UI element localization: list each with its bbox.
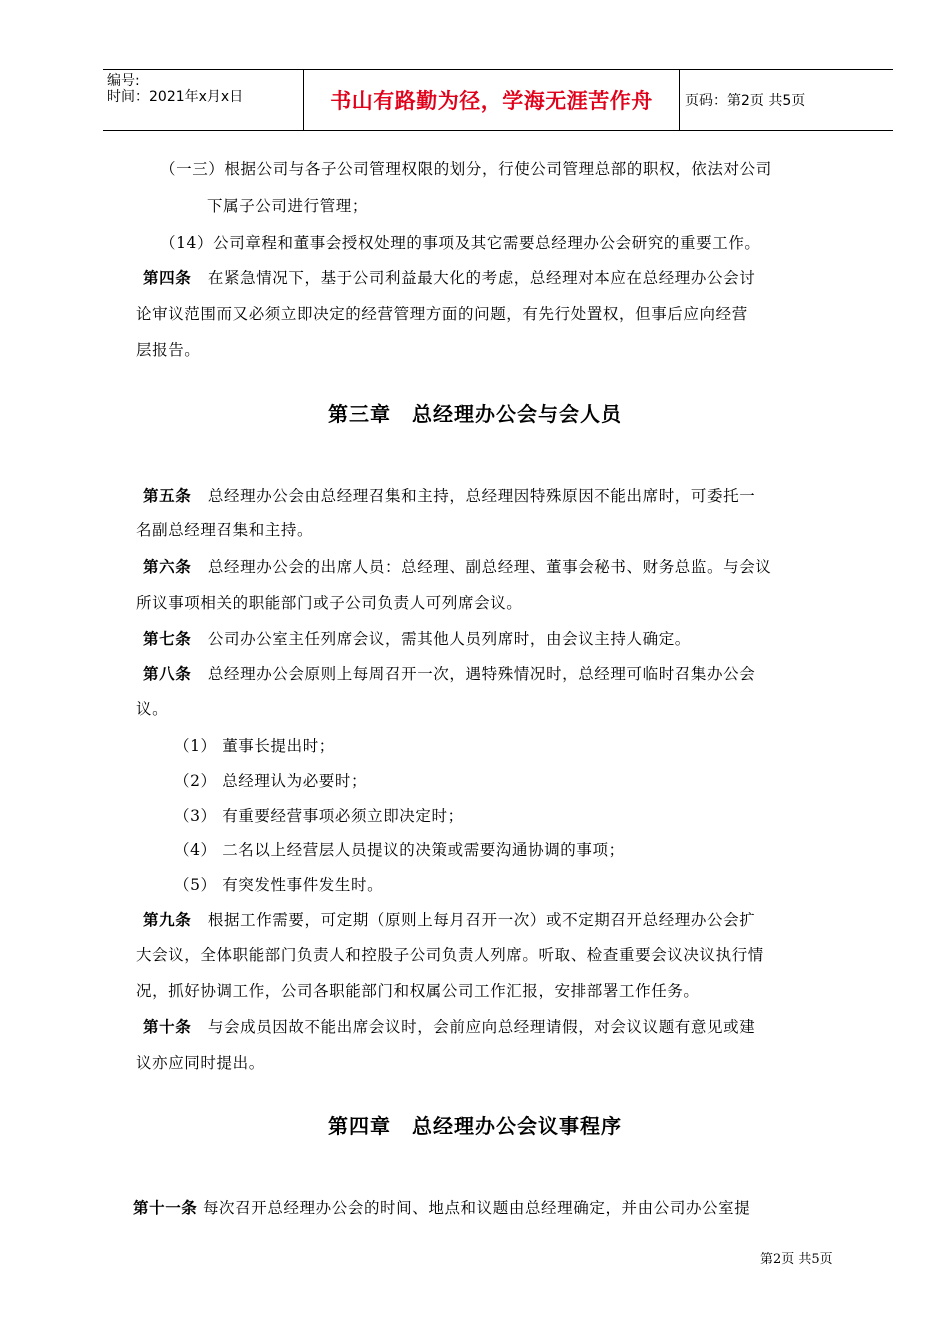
article-10	[143, 1015, 755, 1037]
article-text: 总经理办公会由总经理召集和主持，总经理因特殊原因不能出席时，可委托一	[207, 487, 756, 505]
page-header	[103, 69, 893, 131]
header-meta	[103, 70, 303, 130]
article-text: 每次召开总经理办公会的时间、地点和议题由总经理确定，并由公司办公室提	[202, 1199, 751, 1217]
article-title: 第四条	[143, 268, 192, 287]
article-8	[143, 662, 755, 684]
time-label: 时间：2021年x月x日	[107, 89, 244, 105]
list-item: （4） 二名以上经营层人员提议的决策或需要沟通协调的事项；	[174, 841, 625, 859]
list-item: （3） 有重要经营事项必须立即决定时；	[174, 807, 464, 825]
motto-text: 书山有路勤为径，学海无涯苦作舟	[330, 89, 653, 113]
paragraph-line: 所议事项相关的职能部门或子公司负责人可列席会议。	[136, 594, 523, 612]
article-title: 第十一条	[133, 1198, 198, 1217]
article-11	[133, 1196, 750, 1218]
paragraph-line: （一三）根据公司与各子公司管理权限的划分，行使公司管理总部的职权，依法对公司	[160, 160, 772, 178]
paragraph-line: 议亦应同时提出。	[136, 1054, 265, 1072]
list-item: （2） 总经理认为必要时；	[174, 772, 368, 790]
article-text: 公司办公室主任列席会议，需其他人员列席时，由会议主持人确定。	[207, 630, 691, 648]
chapter-heading: 第四章 总经理办公会议事程序	[328, 1114, 622, 1138]
article-title: 第十条	[143, 1017, 192, 1036]
list-item: （5） 有突发性事件发生时。	[174, 876, 384, 894]
paragraph-line: 下属子公司进行管理；	[207, 197, 369, 215]
paragraph-line: 名副总经理召集和主持。	[136, 521, 314, 539]
article-7	[143, 627, 691, 649]
article-title: 第六条	[143, 557, 192, 576]
paragraph-line: 大会议，全体职能部门负责人和控股子公司负责人列席。听取、检查重要会议决议执行情	[136, 946, 764, 964]
paragraph-line: 议。	[136, 700, 169, 718]
article-5	[143, 484, 755, 506]
article-text: 与会成员因故不能出席会议时，会前应向总经理请假，对会议议题有意见或建	[207, 1018, 756, 1036]
article-text: 在紧急情况下，基于公司利益最大化的考虑，总经理对本应在总经理办公会讨	[207, 269, 756, 287]
article-title: 第五条	[143, 486, 192, 505]
paragraph-line: 论审议范围而又必须立即决定的经营管理方面的问题，有先行处置权，但事后应向经营	[136, 305, 748, 323]
code-label: 编号:	[107, 73, 140, 89]
article-title: 第八条	[143, 664, 192, 683]
article-title: 第九条	[143, 910, 192, 929]
article-title: 第七条	[143, 629, 192, 648]
chapter-heading: 第三章 总经理办公会与会人员	[328, 402, 622, 426]
article-text: 根据工作需要，可定期（原则上每月召开一次）或不定期召开总经理办公会扩	[207, 911, 756, 929]
article-6	[143, 555, 771, 577]
article-9	[143, 908, 755, 930]
article-4	[143, 266, 755, 288]
paragraph-line: （14）公司章程和董事会授权处理的事项及其它需要总经理办公会研究的重要工作。	[160, 234, 761, 252]
page-footer: 第2页 共5页	[760, 1252, 833, 1267]
paragraph-line: 层报告。	[136, 341, 201, 359]
list-item: （1） 董事长提出时；	[174, 737, 335, 755]
article-text: 总经理办公会原则上每周召开一次，遇特殊情况时，总经理可临时召集办公会	[207, 665, 756, 683]
paragraph-line: 况，抓好协调工作，公司各职能部门和权属公司工作汇报，安排部署工作任务。	[136, 982, 700, 1000]
header-page-label: 页码：第2页 共5页	[685, 93, 806, 109]
header-motto	[303, 70, 680, 130]
article-text: 总经理办公会的出席人员：总经理、副总经理、董事会秘书、财务总监。与会议	[207, 558, 772, 576]
